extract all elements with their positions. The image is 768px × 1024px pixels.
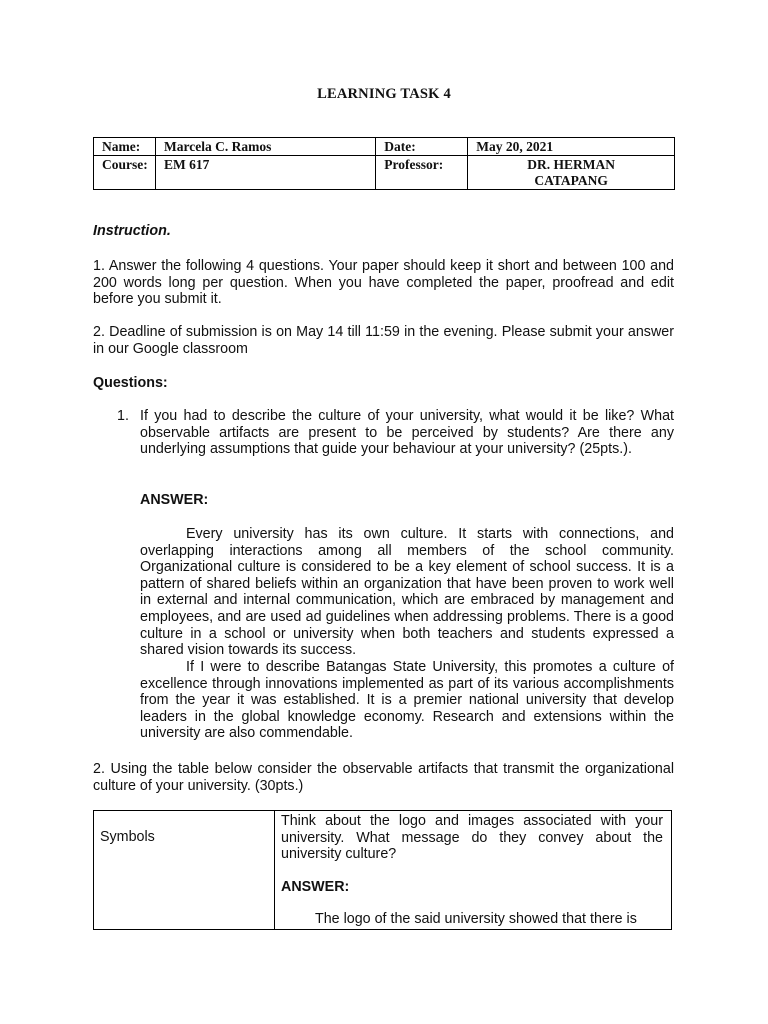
- date-label: Date:: [376, 138, 468, 156]
- question-1-answer-label: ANSWER:: [140, 492, 209, 508]
- artifacts-row-symbols: [94, 811, 672, 930]
- artifact-cell-symbols: [275, 811, 672, 930]
- info-row-course-professor: [94, 156, 675, 190]
- question-1-answer-paragraph-2: If I were to describe Batangas State University, this promotes a culture of excellence through innovations implemented as part of its various accomplishments from the year it was established. It is a premier national university that develop leaders in the global knowledge economy. Research and extensions within the university are also commendable.: [140, 659, 674, 742]
- info-row-name-date: [94, 138, 675, 156]
- date-value: May 20, 2021: [468, 138, 675, 156]
- artifact-label-symbols: Symbols: [94, 811, 275, 930]
- professor-label: Professor:: [376, 156, 468, 190]
- artifact-prompt: Think about the logo and images associated with your university. What message do they convey about the university culture?: [281, 813, 663, 863]
- artifacts-table: [93, 810, 672, 930]
- student-info-table: [93, 137, 675, 190]
- artifact-answer-label: ANSWER:: [281, 878, 350, 895]
- name-label: Name:: [94, 138, 156, 156]
- instruction-item-1: 1. Answer the following 4 questions. Your paper should keep it short and between 100 and 200 words long per question. When you have completed the paper, proofread and edit before you submit it.: [93, 258, 674, 308]
- question-2-text: 2. Using the table below consider the observable artifacts that transmit the organizational culture of your university. (30pts.): [93, 761, 674, 794]
- questions-heading: Questions:: [93, 375, 168, 391]
- name-value: Marcela C. Ramos: [155, 138, 375, 156]
- page-title: LEARNING TASK 4: [317, 86, 451, 102]
- question-1-number: 1.: [117, 408, 129, 424]
- course-value: EM 617: [155, 156, 375, 190]
- instruction-heading: Instruction.: [93, 223, 171, 239]
- question-1-answer-paragraph-1: Every university has its own culture. It starts with connections, and overlapping interactions among all members of the school community. Organizational culture is considered to be a key element of school success. It is a pattern of shared beliefs within an organization that have been proven to work well in external and internal communication, which are embraced by management and employees, and are used ad guidelines when addressing problems. There is a good culture in a school or university when both teachers and students expressed a shared vision towards its success.: [140, 526, 674, 659]
- artifact-answer-text: The logo of the said university showed that there is: [315, 911, 637, 928]
- instruction-item-2: 2. Deadline of submission is on May 14 till 11:59 in the evening. Please submit your answer in our Google classroom: [93, 324, 674, 357]
- course-label: Course:: [94, 156, 156, 190]
- professor-value: DR. HERMAN CATAPANG: [468, 156, 675, 190]
- question-1-text: If you had to describe the culture of your university, what would it be like? What observable artifacts are present to be perceived by students? Are there any underlying assumptions that guide your behaviour at your university? (25pts.).: [140, 408, 674, 458]
